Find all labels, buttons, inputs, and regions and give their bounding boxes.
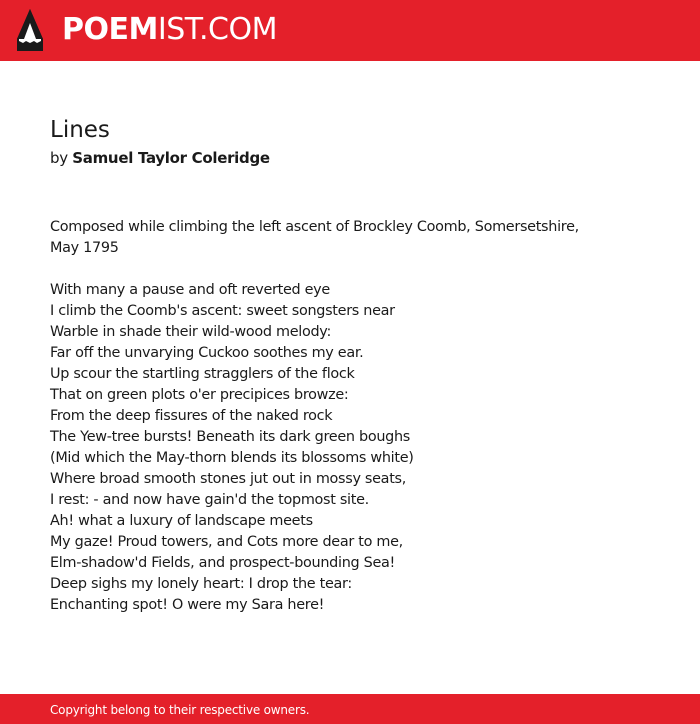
intro-line: May 1795 <box>50 240 119 256</box>
poem-intro <box>50 217 670 259</box>
poem-line: From the deep fissures of the naked rock <box>50 408 333 424</box>
poem-author: Samuel Taylor Coleridge <box>72 149 270 167</box>
poem-line: Up scour the startling stragglers of the flock <box>50 366 355 382</box>
site-footer <box>0 694 700 724</box>
logo-text-bold: POEM <box>62 12 158 47</box>
poem-line: Elm-shadow'd Fields, and prospect-bounding Sea! <box>50 555 396 571</box>
poem-line: (Mid which the May-thorn blends its blossoms white) <box>50 450 414 466</box>
byline-prefix: by <box>50 149 68 167</box>
copyright-notice: Copyright belong to their respective owners. <box>50 703 310 717</box>
site-header <box>0 0 700 61</box>
site-logo[interactable] <box>62 12 277 48</box>
poem-line: Warble in shade their wild-wood melody: <box>50 324 332 340</box>
poem-byline <box>50 147 670 169</box>
poem-content <box>50 113 670 616</box>
poem-line: That on green plots o'er precipices browze: <box>50 387 349 403</box>
intro-line: Composed while climbing the left ascent of Brockley Coomb, Somersetshire, <box>50 219 579 235</box>
poem-body <box>50 217 670 616</box>
poem-line: I climb the Coomb's ascent: sweet songsters near <box>50 303 395 319</box>
poem-line: Ah! what a luxury of landscape meets <box>50 513 313 529</box>
poem-line: The Yew-tree bursts! Beneath its dark green boughs <box>50 429 411 445</box>
poem-line: Deep sighs my lonely heart: I drop the tear: <box>50 576 352 592</box>
poem-lines <box>50 280 670 616</box>
poem-line: Far off the unvarying Cuckoo soothes my ear. <box>50 345 364 361</box>
poem-line: I rest: - and now have gain'd the topmost site. <box>50 492 369 508</box>
poem-line: My gaze! Proud towers, and Cots more dear to me, <box>50 534 403 550</box>
pencil-tip-icon[interactable] <box>17 9 43 51</box>
logo-text-light: IST.COM <box>157 12 277 47</box>
poem-line: With many a pause and oft reverted eye <box>50 282 330 298</box>
poem-line: Enchanting spot! O were my Sara here! <box>50 597 325 613</box>
poem-title: Lines <box>50 117 110 143</box>
poem-line: Where broad smooth stones jut out in mossy seats, <box>50 471 407 487</box>
